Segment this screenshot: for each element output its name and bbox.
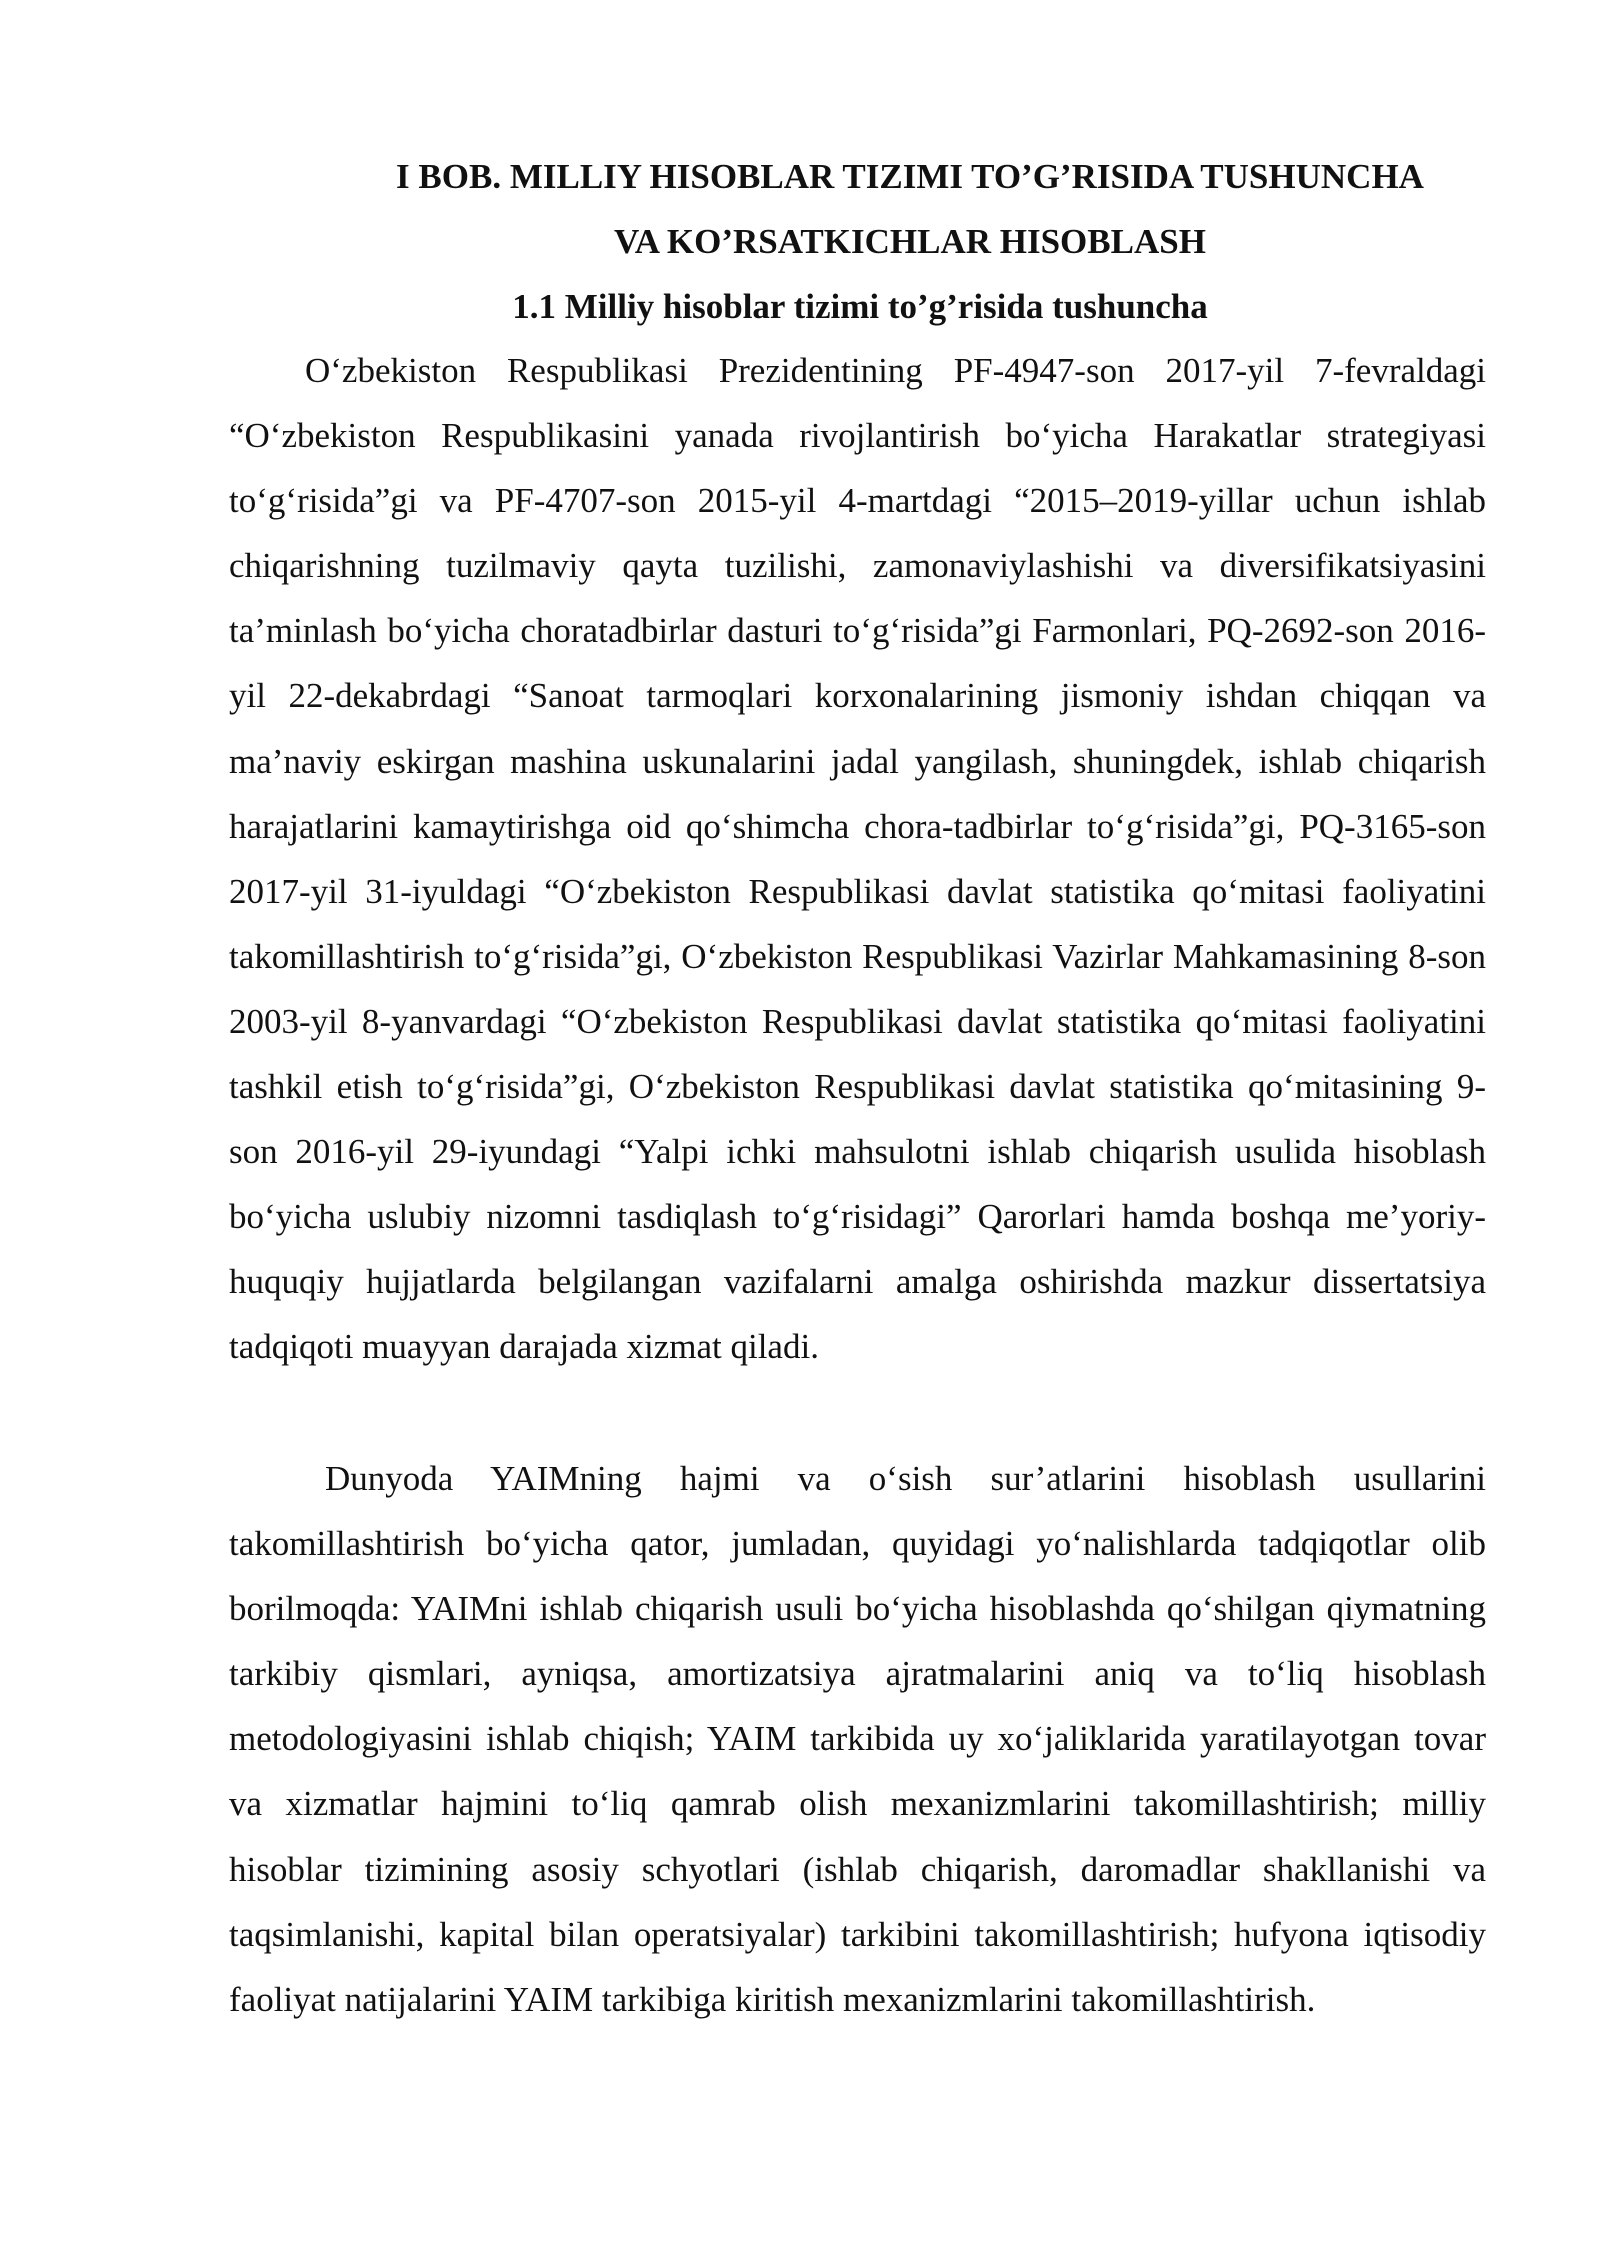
- chapter-title-line-2: VA KO’RSATKICHLAR HISOBLASH: [614, 222, 1206, 261]
- chapter-title-line-1: I BOB. MILLIY HISOBLAR TIZIMI TO’G’RISIDA TUSHUNCHA: [396, 157, 1424, 196]
- body-paragraph-1: O‘zbekiston Respublikasi Prezidentining PF-4947-son 2017-yil 7-fevraldagi “O‘zbekiston Respublikasini yanada rivojlantirish bo‘yicha Harakatlar strategiyasi to‘g‘risida”gi va PF-4707-son 2015-yil 4-martdagi “2015–2019-yillar uchun ishlab chiqarishning tuzilmaviy qayta tuzilishi, zamonaviylashishi va diversifikatsiyasini ta’minlash bo‘yicha choratadbirlar dasturi to‘g‘risida”gi Farmonlari, PQ-2692-son 2016-yil 22-dekabrdagi “Sanoat tarmoqlari korxonalarining jismoniy ishdan chiqqan va ma’naviy eskirgan mashina uskunalarini jadal yangilash, shuningdek, ishlab chiqarish harajatlarini kamaytirishga oid qo‘shimcha chora-tadbirlar to‘g‘risida”gi, PQ-3165-son 2017-yil 31-iyuldagi “O‘zbekiston Respublikasi davlat statistika qo‘mitasi faoliyatini takomillashtirish to‘g‘risida”gi, O‘zbekiston Respublikasi Vazirlar Mahkamasining 8-son 2003-yil 8-yanvardagi “O‘zbekiston Respublikasi davlat statistika qo‘mitasi faoliyatini tashkil etish to‘g‘risida”gi, O‘zbekiston Respublikasi davlat statistika qo‘mitasining 9-son 2016-yil 29-iyundagi “Yalpi ichki mahsulotni ishlab chiqarish usulida hisoblash bo‘yicha uslubiy nizomni tasdiqlash to‘g‘risidagi” Qarorlari hamda boshqa me’yoriy-huquqiy hujjatlarda belgilangan vazifalarni amalga oshirishda mazkur dissertatsiya tadqiqoti muayyan darajada xizmat qiladi.: [229, 351, 1486, 1367]
- section-title: 1.1 Milliy hisoblar tizimi to’g’risida tushuncha: [512, 287, 1208, 326]
- body-paragraph-2: Dunyoda YAIMning hajmi va o‘sish sur’atlarini hisoblash usullarini takomillashtirish bo‘yicha qator, jumladan, quyidagi yo‘nalishlarda tadqiqotlar olib borilmoqda: YAIMni ishlab chiqarish usuli bo‘yicha hisoblashda qo‘shilgan qiymatning tarkibiy qismlari, ayniqsa, amortizatsiya ajratmalarini aniq va to‘liq hisoblash metodologiyasini ishlab chiqish; YAIM tarkibida uy xo‘jaliklarida yaratilayotgan tovar va xizmatlar hajmini to‘liq qamrab olish mexanizmlarini takomillashtirish; milliy hisoblar tizimining asosiy schyotlari (ishlab chiqarish, daromadlar shakllanishi va taqsimlanishi, kapital bilan operatsiyalar) tarkibini takomillashtirish; hufyona iqtisodiy faoliyat natijalarini YAIM tarkibiga kiritish mexanizmlarini takomillashtirish.: [229, 1459, 1486, 2019]
- chapter-title: [230, 144, 1590, 274]
